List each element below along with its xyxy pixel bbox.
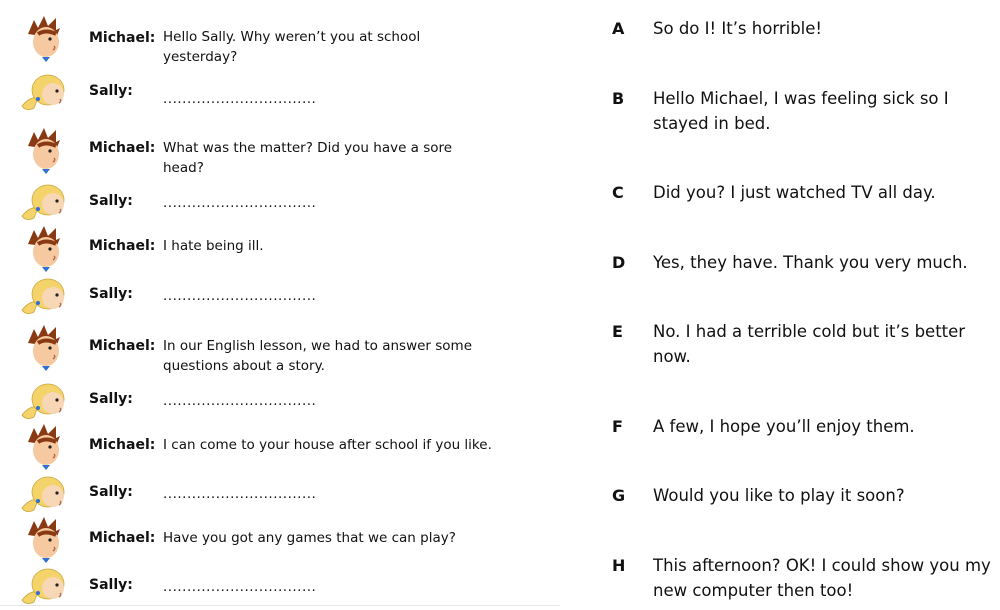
option-text[interactable]: Would you like to play it soon? [653, 486, 905, 505]
answer-blank[interactable]: ................................ [163, 195, 317, 211]
dialogue-text: Have you got any games that we can play? [163, 530, 456, 546]
michael-avatar [16, 515, 72, 563]
boy-face-icon [16, 422, 72, 470]
option-text[interactable]: So do I! It’s horrible! [653, 19, 823, 38]
boy-face-icon [16, 323, 72, 371]
answer-blank[interactable]: ................................ [163, 288, 317, 304]
girl-face-icon [16, 468, 72, 516]
speaker-label: Sally: [89, 193, 133, 209]
answer-blank[interactable]: ................................ [163, 393, 317, 409]
sally-avatar [16, 375, 72, 423]
option-letter: E [612, 322, 623, 341]
sally-avatar [16, 560, 72, 608]
boy-face-icon [16, 126, 72, 174]
speaker-label: Sally: [89, 83, 133, 99]
sally-avatar [16, 66, 72, 114]
girl-face-icon [16, 176, 72, 224]
option-text[interactable]: Yes, they have. Thank you very much. [653, 253, 968, 272]
boy-face-icon [16, 224, 72, 272]
speaker-label: Michael: [89, 530, 156, 546]
girl-face-icon [16, 560, 72, 608]
option-text[interactable]: Hello Michael, I was feeling sick so I stayed in bed. [653, 89, 949, 133]
option-letter: B [612, 89, 625, 108]
option-letter: H [612, 556, 626, 575]
dialogue-text: What was the matter? Did you have a sore head? [163, 140, 453, 176]
michael-avatar [16, 126, 72, 174]
speaker-label: Michael: [89, 338, 156, 354]
speaker-label: Sally: [89, 484, 133, 500]
option-letter: D [612, 253, 626, 272]
michael-avatar [16, 224, 72, 272]
michael-avatar [16, 422, 72, 470]
girl-face-icon [16, 270, 72, 318]
bottom-divider [0, 605, 560, 606]
michael-avatar [16, 14, 72, 62]
speaker-label: Sally: [89, 577, 133, 593]
dialogue-text: I can come to your house after school if you like. [163, 437, 492, 453]
sally-avatar [16, 176, 72, 224]
dialogue-text: In our English lesson, we had to answer some questions about a story. [163, 338, 473, 374]
speaker-label: Sally: [89, 391, 133, 407]
speaker-label: Michael: [89, 238, 156, 254]
answer-blank[interactable]: ................................ [163, 486, 317, 502]
option-text[interactable]: A few, I hope you’ll enjoy them. [653, 417, 915, 436]
speaker-label: Sally: [89, 286, 133, 302]
option-letter: F [612, 417, 623, 436]
boy-face-icon [16, 14, 72, 62]
dialogue-text: I hate being ill. [163, 238, 264, 254]
speaker-label: Michael: [89, 437, 156, 453]
speaker-label: Michael: [89, 30, 156, 46]
dialogue-text: Hello Sally. Why weren’t you at school yesterday? [163, 29, 421, 65]
option-letter: A [612, 19, 625, 38]
michael-avatar [16, 323, 72, 371]
sally-avatar [16, 270, 72, 318]
speaker-label: Michael: [89, 140, 156, 156]
girl-face-icon [16, 66, 72, 114]
option-letter: C [612, 183, 624, 202]
option-text[interactable]: No. I had a terrible cold but it’s better now. [653, 322, 966, 366]
boy-face-icon [16, 515, 72, 563]
option-letter: G [612, 486, 626, 505]
girl-face-icon [16, 375, 72, 423]
option-text[interactable]: This afternoon? OK! I could show you my new computer then too! [653, 556, 991, 600]
answer-blank[interactable]: ................................ [163, 91, 317, 107]
option-text[interactable]: Did you? I just watched TV all day. [653, 183, 936, 202]
answer-blank[interactable]: ................................ [163, 579, 317, 595]
sally-avatar [16, 468, 72, 516]
